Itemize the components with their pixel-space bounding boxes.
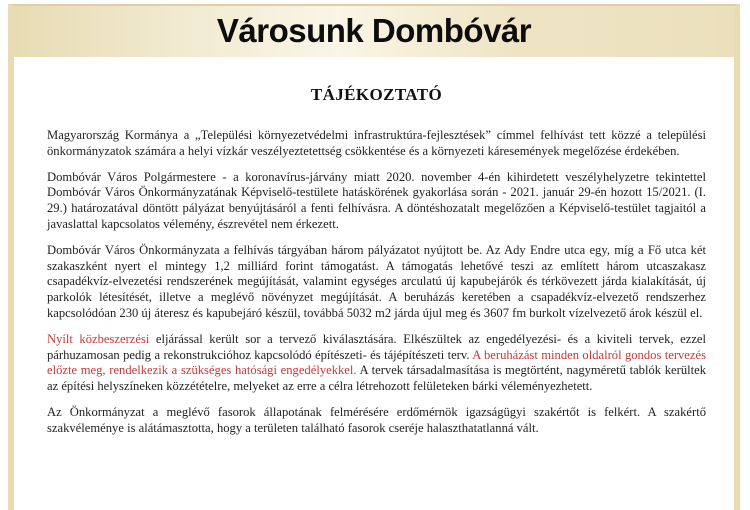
paragraph-government-call: Magyarország Kormánya a „Települési környezetvédelmi infrastruktúra-fejlesztések” címmel felhívást tett közzé a települési önkormányzatok számára a helyi vízkár veszélyeztetettség csökkentése és a környezeti káresemények megelőzése érdekében. xyxy=(47,128,706,158)
paragraph-public-review-text: A tervek társadalmasítása is megtörtént, nagyméretű tablók kerültek az építési helyszíneken közzétételre, melyeket az erre a célra létrehozott felületeken bárki véleményezhetett. xyxy=(47,363,707,394)
newsletter-title: Városunk Dombóvár xyxy=(216,12,532,49)
article-heading: TÁJÉKOZTATÓ xyxy=(310,85,443,104)
paragraph-procurement xyxy=(47,332,706,395)
paragraph-project-funding: Dombóvár Város Önkormányzata a felhívás tárgyában három pályázatot nyújtott be. Az Ady Endre utca egy, míg a Fő utca két szakaszként nyert el mintegy 1,2 milliárd forint támogatást. A támogatás lehetővé teszi az említett három utcaszakasz csapadékvíz-elvezetési rendszerének megújítását, valamint egységes arculatú új kapubejárók és térkövezett járda kialakítását, új parkolók létesítését, illetve a meglévő növényzet megújítását. A beruházás keretében a csapadékvíz-elvezető rendszerhez kapcsolódóan 230 új áteresz és kapubejáró készül, továbbá 5032 m2 járda újul meg és 3607 fm burkolt vízelvezető árok készül el. xyxy=(47,242,706,320)
highlight-procurement-text: Nyílt közbeszerzési xyxy=(47,331,150,346)
highlight-planning-text: A beruházást minden oldalról gondos tervezés előzte meg, rendelkezik a szükséges hatósági engedélyekkel. xyxy=(47,347,706,378)
newsletter-page xyxy=(8,4,740,510)
paragraph-mayor-decision: Dombóvár Város Polgármestere - a koronavírus-járvány miatt 2020. november 4-én kihirdetett veszélyhelyzetre tekintettel Dombóvár Város Önkormányzatának Képviselő-testülete hatáskörének gyakorlása során - 2021. január 29-én hozott 15/2021. (I. 29.) határozatával döntött pályázat benyújtásáról a fenti felhívásra. A döntéshozatalt megelőzően a Képviselő-testület tagjaitól a javaslattal kapcsolatos vélemény, észrevétel nem érkezett. xyxy=(47,169,706,231)
article-body xyxy=(47,128,706,437)
paragraph-procurement-text: eljárással került sor a tervező kiválasztására. Elkészültek az engedélyezési- és a kiviteli tervek, ezzel párhuzamosan pedig a rekonstrukcióhoz kapcsolódó építészeti- és tájépítészeti terv. xyxy=(47,331,706,362)
article-content xyxy=(14,57,734,437)
masthead-band xyxy=(14,6,734,57)
paragraph-tree-expert: Az Önkormányzat a meglévő fasorok állapotának felmérésére erdőmérnök igazságügyi szakértőt is felkért. A szakértő szakvéleménye is alátámasztotta, hogy a területen található fasorok cseréje halaszthatatlanná vált. xyxy=(47,404,706,435)
